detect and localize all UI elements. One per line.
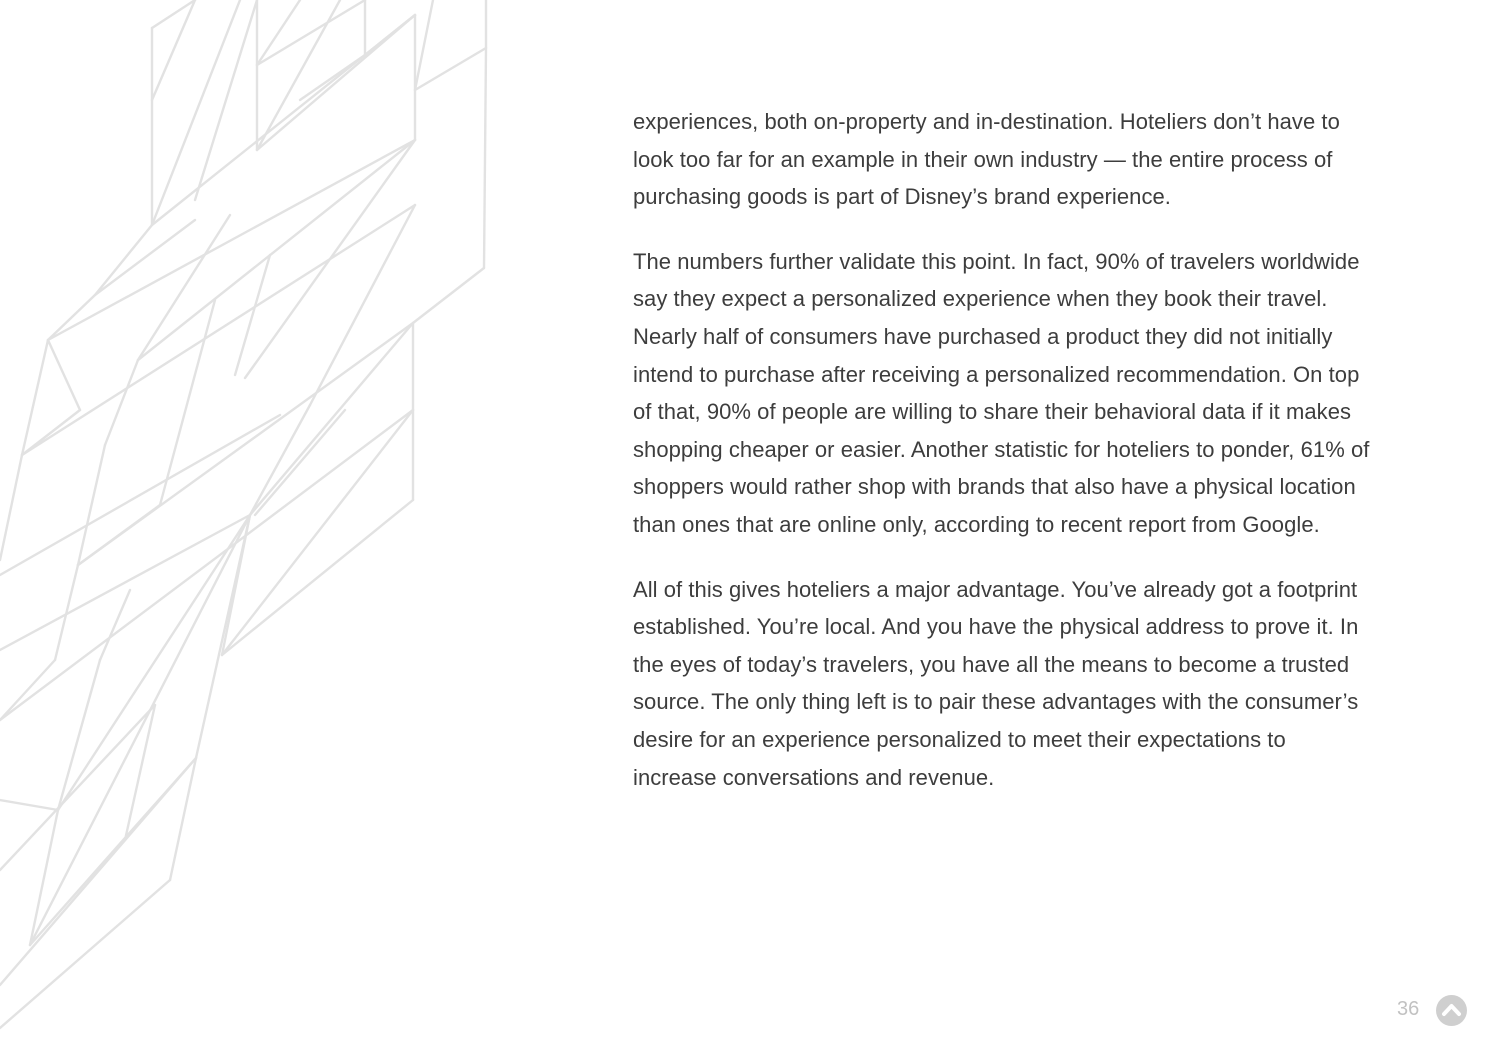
text-line: desire for an experience personalized to meet their expectations to xyxy=(633,726,1286,752)
paragraph xyxy=(633,571,1413,797)
text-line: shopping cheaper or easier. Another statistic for hoteliers to ponder, 61% of xyxy=(633,436,1370,462)
body-text xyxy=(633,103,1413,823)
text-line: established. You’re local. And you have the physical address to prove it. In xyxy=(633,614,1359,640)
text-line: All of this gives hoteliers a major advantage. You’ve already got a footprint xyxy=(633,576,1358,602)
text-line: experiences, both on-property and in-destination. Hoteliers don’t have to xyxy=(633,109,1340,134)
back-to-top-button[interactable] xyxy=(1436,995,1467,1026)
text-line: The numbers further validate this point. In fact, 90% of travelers worldwide xyxy=(633,248,1360,274)
paragraph xyxy=(633,103,1413,216)
text-line: the eyes of today’s travelers, you have all the means to become a trusted xyxy=(633,651,1350,677)
text-line: intend to purchase after receiving a personalized recommendation. On top xyxy=(633,361,1360,387)
text-line: say they expect a personalized experience when they book their travel. xyxy=(633,286,1328,312)
text-line: than ones that are online only, according to recent report from Google. xyxy=(633,511,1320,537)
chevron-up-icon xyxy=(1436,995,1467,1026)
page-number: 36 xyxy=(1397,998,1420,1020)
text-line: Nearly half of consumers have purchased a product they did not initially xyxy=(633,323,1333,349)
paragraph xyxy=(633,243,1413,544)
text-line: shoppers would rather shop with brands that also have a physical location xyxy=(633,474,1356,500)
geometric-line-pattern xyxy=(0,0,500,1050)
text-line: source. The only thing left is to pair these advantages with the consumer’s xyxy=(633,689,1359,715)
text-line: purchasing goods is part of Disney’s brand experience. xyxy=(633,184,1171,210)
text-line: look too far for an example in their own industry — the entire process of xyxy=(633,146,1333,172)
page-footer xyxy=(1380,992,1480,1030)
text-line: of that, 90% of people are willing to share their behavioral data if it makes xyxy=(633,399,1352,425)
text-line: increase conversations and revenue. xyxy=(633,764,995,790)
